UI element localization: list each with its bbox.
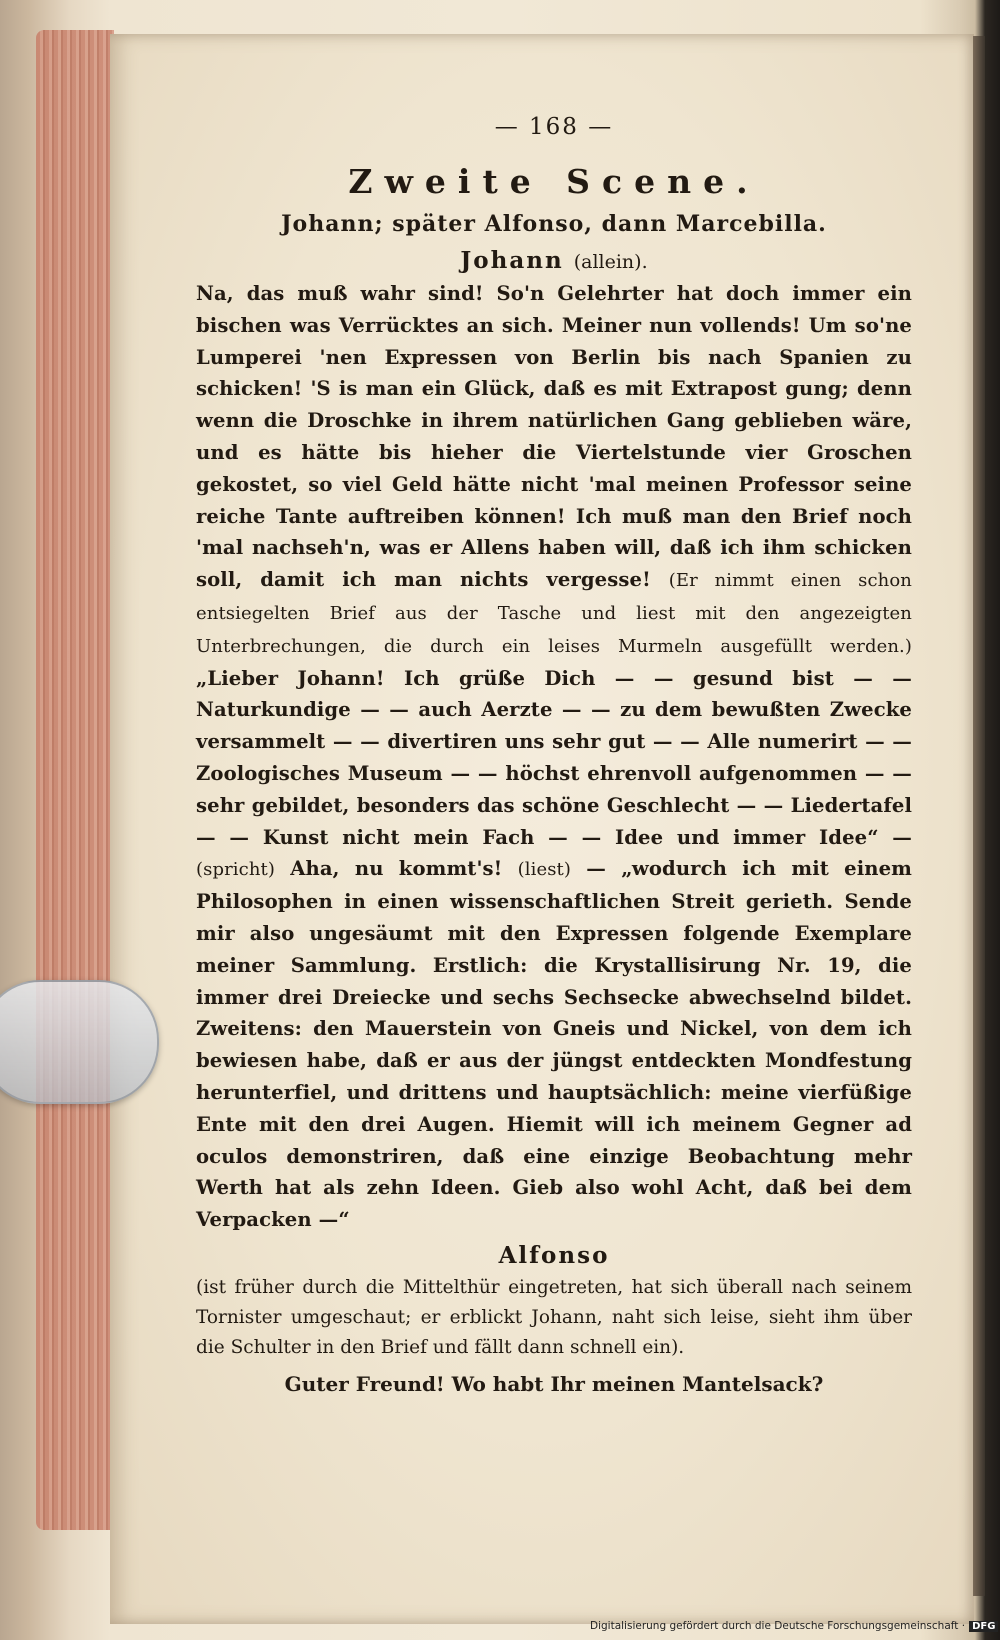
- speaker-name: Johann: [460, 247, 564, 274]
- book-spine-edge: [973, 36, 985, 1596]
- speaker-note: (allein).: [573, 251, 648, 273]
- stage-direction-liest: (liest): [517, 859, 572, 881]
- stage-direction-spricht: (spricht): [196, 859, 275, 881]
- letter-text: „Lieber Johann! Ich grüße Dich — — gesund bist — — Naturkundige — — auch Aerzte — — zu dem bewußten Zwecke versammelt — — divertiren uns sehr gut — — Alle numerirt — — Zoologisches Museum — — höchst ehrenvoll aufgenommen — — sehr gebildet, besonders das schöne Geschlecht — — Liedertafel — — Kunst nicht mein Fach — — Idee und immer Idee“ —: [196, 666, 912, 849]
- johann-speech: [196, 278, 912, 1236]
- dfg-logo: DFG: [969, 1621, 998, 1632]
- speaker-alfonso: Alfonso: [498, 1241, 610, 1269]
- speech-aha: Aha, nu kommt's!: [290, 857, 503, 881]
- letter-text-continued: — „wodurch ich mit einem Philosophen in einen wissenschaftlichen Streit gerieth. Sende mir also ungesäumt mit den Expressen folgende Exemplare meiner Sammlung. Erstlich: die Krystallisirung Nr. 19, die immer drei Dreiecke und sechs Sechsecke abwechselnd bildet. Zweitens: den Mauerstein von Gneis und Nickel, von dem ich bewiesen habe, daß er aus der jüngst entdeckten Mondfestung herunterfiel, und drittens und hauptsächlich: meine vierfüßige Ente mit den drei Augen. Hiemit will ich meinem Gegner ad oculos demonstriren, daß eine einzige Beobachtung mehr Werth hat als zehn Ideen. Gieb also wohl Acht, daß bei dem Verpacken —“: [196, 857, 912, 1232]
- page-content: [196, 114, 912, 1401]
- alfonso-stage-direction: (ist früher durch die Mittelthür eingetreten, hat sich überall nach seinem Tornister umgeschaut; er erblickt Johann, naht sich leise, sieht ihm über die Schulter in den Brief und fällt dann schnell ein).: [196, 1276, 912, 1358]
- digitization-footer: [590, 1620, 996, 1638]
- page-number: — 168 —: [494, 114, 614, 140]
- speech-text: Na, das muß wahr sind! So'n Gelehrter hat doch immer ein bischen was Verrücktes an sich. Meiner nun vollends! Um so'ne Lumperei 'nen Expressen von Berlin bis nach Spanien zu schicken! 'S is man ein Glück, daß es mit Extrapost gung; denn wenn die Droschke in ihrem natürlichen Gang geblieben wäre, und es hätte bis hieher die Viertelstunde vier Groschen gekostet, so viel Geld hätte nicht 'mal meinen Professor seine reiche Tante auftreiben können! Ich muß man den Brief noch 'mal nachseh'n, was er Allens haben will, daß ich ihm schicken soll, damit ich man nichts vergesse!: [196, 282, 912, 592]
- alfonso-speech: Guter Freund! Wo habt Ihr meinen Mantelsack?: [284, 1371, 824, 1396]
- bookmark-tab: [0, 980, 159, 1104]
- speaker-johann: [196, 247, 912, 274]
- cast-list: Johann; später Alfonso, dann Marcebilla.: [281, 211, 827, 237]
- scene-heading: Zweite Scene.: [348, 162, 760, 201]
- left-page-edges: [36, 30, 114, 1530]
- stage-direction: (Er nimmt einen schon entsiegelten Brief aus der Tasche und liest mit den angezeigten Unterbrechungen, die durch ein leises Murmeln ausgefüllt werden.): [196, 570, 913, 657]
- footer-text: Digitalisierung gefördert durch die Deutsche Forschungsgemeinschaft ·: [590, 1620, 966, 1632]
